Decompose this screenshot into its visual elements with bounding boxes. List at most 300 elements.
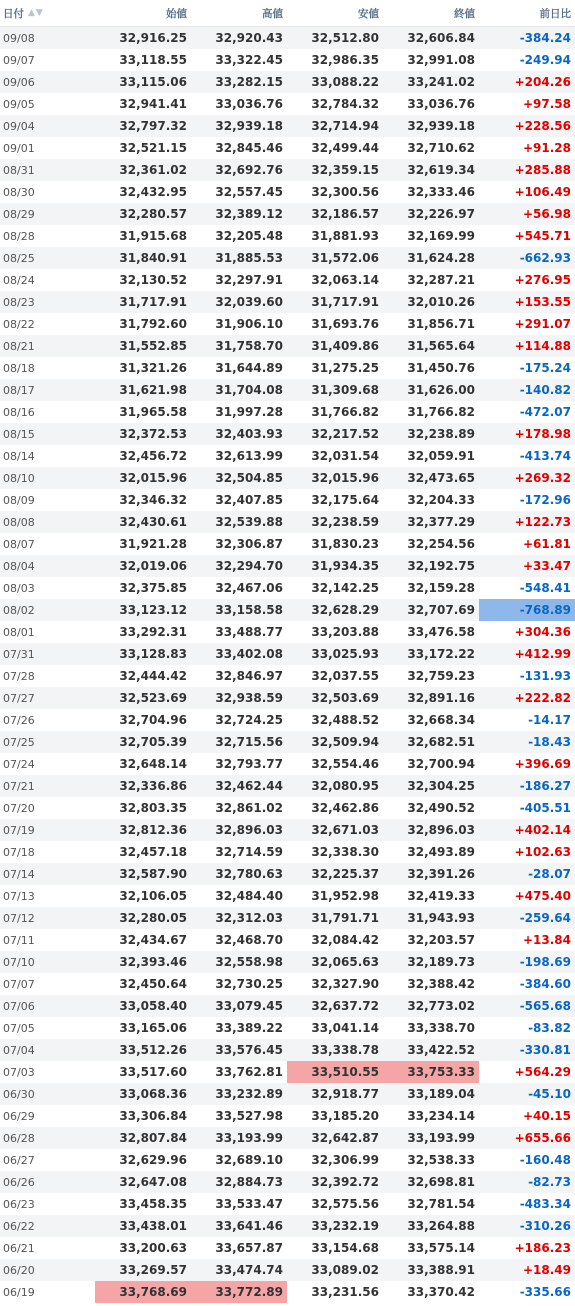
high-cell[interactable]: 32,039.60 bbox=[215, 295, 283, 309]
change-cell[interactable]: -198.69 bbox=[519, 955, 571, 969]
change-cell[interactable]: -472.07 bbox=[519, 405, 571, 419]
change-cell[interactable]: -14.17 bbox=[528, 713, 571, 727]
high-cell[interactable]: 32,557.45 bbox=[215, 185, 283, 199]
table-row[interactable] bbox=[0, 687, 575, 709]
high-cell[interactable]: 33,527.98 bbox=[215, 1109, 283, 1123]
sort-desc-icon[interactable]: ▼ bbox=[35, 8, 44, 18]
close-cell[interactable]: 32,991.08 bbox=[407, 53, 475, 67]
close-cell[interactable]: 32,419.33 bbox=[407, 889, 475, 903]
low-cell[interactable]: 33,510.55 bbox=[287, 1061, 383, 1083]
column-header-close[interactable]: 終値 bbox=[454, 7, 475, 20]
date-cell[interactable]: 07/11 bbox=[3, 933, 35, 947]
close-cell[interactable]: 32,388.42 bbox=[407, 977, 475, 991]
date-cell[interactable]: 07/06 bbox=[3, 999, 35, 1013]
table-row[interactable] bbox=[0, 643, 575, 665]
change-cell[interactable]: -768.89 bbox=[479, 599, 575, 621]
high-cell[interactable]: 33,488.77 bbox=[215, 625, 283, 639]
close-cell[interactable]: 33,753.33 bbox=[383, 1061, 479, 1083]
low-cell[interactable]: 32,784.32 bbox=[311, 97, 379, 111]
table-row[interactable] bbox=[0, 621, 575, 643]
close-cell[interactable]: 32,896.03 bbox=[407, 823, 475, 837]
table-row[interactable] bbox=[0, 137, 575, 159]
open-cell[interactable]: 32,019.06 bbox=[119, 559, 187, 573]
low-cell[interactable]: 32,918.77 bbox=[311, 1087, 379, 1101]
close-cell[interactable]: 33,422.52 bbox=[407, 1043, 475, 1057]
close-cell[interactable]: 31,766.82 bbox=[407, 405, 475, 419]
high-cell[interactable]: 33,641.46 bbox=[215, 1219, 283, 1233]
high-cell[interactable]: 32,724.25 bbox=[215, 713, 283, 727]
table-row[interactable] bbox=[0, 511, 575, 533]
change-cell[interactable]: +402.14 bbox=[514, 823, 571, 837]
date-cell[interactable]: 08/04 bbox=[3, 559, 35, 573]
table-row[interactable] bbox=[0, 335, 575, 357]
low-cell[interactable]: 32,300.56 bbox=[311, 185, 379, 199]
date-cell[interactable]: 08/29 bbox=[3, 207, 35, 221]
low-cell[interactable]: 32,512.80 bbox=[311, 31, 379, 45]
high-cell[interactable]: 32,312.03 bbox=[215, 911, 283, 925]
date-cell[interactable]: 08/15 bbox=[3, 427, 35, 441]
open-cell[interactable]: 32,375.85 bbox=[119, 581, 187, 595]
change-cell[interactable]: +122.73 bbox=[514, 515, 571, 529]
open-cell[interactable]: 32,372.53 bbox=[119, 427, 187, 441]
low-cell[interactable]: 32,503.69 bbox=[311, 691, 379, 705]
change-cell[interactable]: -45.10 bbox=[528, 1087, 571, 1101]
date-cell[interactable]: 07/03 bbox=[3, 1065, 35, 1079]
low-cell[interactable]: 32,986.35 bbox=[311, 53, 379, 67]
low-cell[interactable]: 31,275.25 bbox=[311, 361, 379, 375]
date-cell[interactable]: 06/20 bbox=[3, 1263, 35, 1277]
close-cell[interactable]: 32,333.46 bbox=[407, 185, 475, 199]
table-row[interactable] bbox=[0, 445, 575, 467]
change-cell[interactable]: +228.56 bbox=[514, 119, 571, 133]
low-cell[interactable]: 32,392.72 bbox=[311, 1175, 379, 1189]
low-cell[interactable]: 32,671.03 bbox=[311, 823, 379, 837]
open-cell[interactable]: 33,200.63 bbox=[119, 1241, 187, 1255]
change-cell[interactable]: -384.60 bbox=[519, 977, 571, 991]
close-cell[interactable]: 32,538.33 bbox=[407, 1153, 475, 1167]
date-cell[interactable]: 08/09 bbox=[3, 493, 35, 507]
open-cell[interactable]: 32,434.67 bbox=[119, 933, 187, 947]
high-cell[interactable]: 33,533.47 bbox=[215, 1197, 283, 1211]
high-cell[interactable]: 32,884.73 bbox=[215, 1175, 283, 1189]
date-cell[interactable]: 08/02 bbox=[3, 603, 35, 617]
date-cell[interactable]: 07/19 bbox=[3, 823, 35, 837]
low-cell[interactable]: 32,031.54 bbox=[311, 449, 379, 463]
open-cell[interactable]: 32,705.39 bbox=[119, 735, 187, 749]
table-row[interactable] bbox=[0, 1259, 575, 1281]
date-cell[interactable]: 07/13 bbox=[3, 889, 35, 903]
change-cell[interactable]: -330.81 bbox=[519, 1043, 571, 1057]
table-row[interactable] bbox=[0, 885, 575, 907]
table-row[interactable] bbox=[0, 555, 575, 577]
table-row[interactable] bbox=[0, 841, 575, 863]
high-cell[interactable]: 32,484.40 bbox=[215, 889, 283, 903]
close-cell[interactable]: 33,234.14 bbox=[407, 1109, 475, 1123]
high-cell[interactable]: 33,193.99 bbox=[215, 1131, 283, 1145]
table-row[interactable] bbox=[0, 951, 575, 973]
table-row[interactable] bbox=[0, 1281, 575, 1303]
low-cell[interactable]: 32,338.30 bbox=[311, 845, 379, 859]
close-cell[interactable]: 33,193.99 bbox=[407, 1131, 475, 1145]
open-cell[interactable]: 32,450.64 bbox=[119, 977, 187, 991]
table-row[interactable] bbox=[0, 973, 575, 995]
close-cell[interactable]: 32,707.69 bbox=[407, 603, 475, 617]
table-row[interactable] bbox=[0, 49, 575, 71]
table-row[interactable] bbox=[0, 1193, 575, 1215]
open-cell[interactable]: 32,812.36 bbox=[119, 823, 187, 837]
change-cell[interactable]: +153.55 bbox=[514, 295, 571, 309]
close-cell[interactable]: 32,391.26 bbox=[407, 867, 475, 881]
table-row[interactable] bbox=[0, 313, 575, 335]
low-cell[interactable]: 31,791.71 bbox=[311, 911, 379, 925]
table-row[interactable] bbox=[0, 709, 575, 731]
high-cell[interactable]: 32,407.85 bbox=[215, 493, 283, 507]
high-cell[interactable]: 33,282.15 bbox=[215, 75, 283, 89]
close-cell[interactable]: 32,891.16 bbox=[407, 691, 475, 705]
low-cell[interactable]: 32,462.86 bbox=[311, 801, 379, 815]
low-cell[interactable]: 32,359.15 bbox=[311, 163, 379, 177]
low-cell[interactable]: 32,499.44 bbox=[311, 141, 379, 155]
open-cell[interactable]: 32,280.57 bbox=[119, 207, 187, 221]
date-cell[interactable]: 06/30 bbox=[3, 1087, 35, 1101]
table-row[interactable] bbox=[0, 533, 575, 555]
table-row[interactable] bbox=[0, 1237, 575, 1259]
date-cell[interactable]: 06/19 bbox=[3, 1285, 35, 1299]
date-cell[interactable]: 09/05 bbox=[3, 97, 35, 111]
open-cell[interactable]: 32,430.61 bbox=[119, 515, 187, 529]
low-cell[interactable]: 33,041.14 bbox=[311, 1021, 379, 1035]
change-cell[interactable]: +97.58 bbox=[522, 97, 571, 111]
date-cell[interactable]: 07/25 bbox=[3, 735, 35, 749]
close-cell[interactable]: 32,759.23 bbox=[407, 669, 475, 683]
date-cell[interactable]: 07/24 bbox=[3, 757, 35, 771]
open-cell[interactable]: 32,393.46 bbox=[119, 955, 187, 969]
low-cell[interactable]: 32,637.72 bbox=[311, 999, 379, 1013]
close-cell[interactable]: 32,939.18 bbox=[407, 119, 475, 133]
low-cell[interactable]: 32,015.96 bbox=[311, 471, 379, 485]
close-cell[interactable]: 33,264.88 bbox=[407, 1219, 475, 1233]
open-cell[interactable]: 31,792.60 bbox=[119, 317, 187, 331]
open-cell[interactable]: 33,438.01 bbox=[119, 1219, 187, 1233]
change-cell[interactable]: -186.27 bbox=[519, 779, 571, 793]
high-cell[interactable]: 32,896.03 bbox=[215, 823, 283, 837]
high-cell[interactable]: 33,322.45 bbox=[215, 53, 283, 67]
column-header-high[interactable]: 高値 bbox=[262, 7, 283, 20]
date-cell[interactable]: 07/05 bbox=[3, 1021, 35, 1035]
close-cell[interactable]: 33,338.70 bbox=[407, 1021, 475, 1035]
open-cell[interactable]: 32,015.96 bbox=[119, 471, 187, 485]
date-cell[interactable]: 07/12 bbox=[3, 911, 35, 925]
date-cell[interactable]: 08/08 bbox=[3, 515, 35, 529]
table-row[interactable] bbox=[0, 775, 575, 797]
change-cell[interactable]: -160.48 bbox=[519, 1153, 571, 1167]
close-cell[interactable]: 32,287.21 bbox=[407, 273, 475, 287]
low-cell[interactable]: 33,185.20 bbox=[311, 1109, 379, 1123]
high-cell[interactable]: 32,297.91 bbox=[215, 273, 283, 287]
table-row[interactable] bbox=[0, 1149, 575, 1171]
date-cell[interactable]: 07/07 bbox=[3, 977, 35, 991]
low-cell[interactable]: 32,065.63 bbox=[311, 955, 379, 969]
open-cell[interactable]: 33,123.12 bbox=[119, 603, 187, 617]
table-row[interactable] bbox=[0, 1127, 575, 1149]
high-cell[interactable]: 32,714.59 bbox=[215, 845, 283, 859]
date-cell[interactable]: 07/31 bbox=[3, 647, 35, 661]
low-cell[interactable]: 33,154.68 bbox=[311, 1241, 379, 1255]
change-cell[interactable]: +18.49 bbox=[522, 1263, 571, 1277]
change-cell[interactable]: +412.99 bbox=[514, 647, 571, 661]
date-cell[interactable]: 09/01 bbox=[3, 141, 35, 155]
open-cell[interactable]: 31,621.98 bbox=[119, 383, 187, 397]
change-cell[interactable]: +102.63 bbox=[514, 845, 571, 859]
table-row[interactable] bbox=[0, 753, 575, 775]
date-cell[interactable]: 07/27 bbox=[3, 691, 35, 705]
table-row[interactable] bbox=[0, 379, 575, 401]
change-cell[interactable]: +91.28 bbox=[522, 141, 571, 155]
low-cell[interactable]: 32,142.25 bbox=[311, 581, 379, 595]
low-cell[interactable]: 32,080.95 bbox=[311, 779, 379, 793]
change-cell[interactable]: +33.47 bbox=[522, 559, 571, 573]
low-cell[interactable]: 32,488.52 bbox=[311, 713, 379, 727]
low-cell[interactable]: 31,881.93 bbox=[311, 229, 379, 243]
open-cell[interactable]: 31,717.91 bbox=[119, 295, 187, 309]
close-cell[interactable]: 32,773.02 bbox=[407, 999, 475, 1013]
change-cell[interactable]: +186.23 bbox=[514, 1241, 571, 1255]
open-cell[interactable]: 33,118.55 bbox=[119, 53, 187, 67]
table-row[interactable] bbox=[0, 115, 575, 137]
open-cell[interactable]: 32,444.42 bbox=[119, 669, 187, 683]
close-cell[interactable]: 32,700.94 bbox=[407, 757, 475, 771]
low-cell[interactable]: 32,714.94 bbox=[311, 119, 379, 133]
date-cell[interactable]: 06/21 bbox=[3, 1241, 35, 1255]
high-cell[interactable]: 32,845.46 bbox=[215, 141, 283, 155]
high-cell[interactable]: 33,576.45 bbox=[215, 1043, 283, 1057]
close-cell[interactable]: 32,473.65 bbox=[407, 471, 475, 485]
low-cell[interactable]: 31,309.68 bbox=[311, 383, 379, 397]
high-cell[interactable]: 32,558.98 bbox=[215, 955, 283, 969]
low-cell[interactable]: 32,238.59 bbox=[311, 515, 379, 529]
low-cell[interactable]: 32,175.64 bbox=[311, 493, 379, 507]
table-row[interactable] bbox=[0, 203, 575, 225]
close-cell[interactable]: 33,189.04 bbox=[407, 1087, 475, 1101]
date-cell[interactable]: 08/01 bbox=[3, 625, 35, 639]
high-cell[interactable]: 32,403.93 bbox=[215, 427, 283, 441]
date-cell[interactable]: 07/10 bbox=[3, 955, 35, 969]
low-cell[interactable]: 32,306.99 bbox=[311, 1153, 379, 1167]
open-cell[interactable]: 32,130.52 bbox=[119, 273, 187, 287]
change-cell[interactable]: -335.66 bbox=[519, 1285, 571, 1299]
date-cell[interactable]: 06/23 bbox=[3, 1197, 35, 1211]
change-cell[interactable]: +13.84 bbox=[522, 933, 571, 947]
date-cell[interactable]: 08/03 bbox=[3, 581, 35, 595]
low-cell[interactable]: 32,554.46 bbox=[311, 757, 379, 771]
date-cell[interactable]: 08/25 bbox=[3, 251, 35, 265]
change-cell[interactable]: -172.96 bbox=[519, 493, 571, 507]
close-cell[interactable]: 32,781.54 bbox=[407, 1197, 475, 1211]
high-cell[interactable]: 31,885.53 bbox=[215, 251, 283, 265]
close-cell[interactable]: 32,159.28 bbox=[407, 581, 475, 595]
close-cell[interactable]: 32,238.89 bbox=[407, 427, 475, 441]
high-cell[interactable]: 31,906.10 bbox=[215, 317, 283, 331]
change-cell[interactable]: +545.71 bbox=[514, 229, 571, 243]
change-cell[interactable]: +106.49 bbox=[514, 185, 571, 199]
close-cell[interactable]: 32,254.56 bbox=[407, 537, 475, 551]
table-row[interactable] bbox=[0, 489, 575, 511]
table-row[interactable] bbox=[0, 291, 575, 313]
date-cell[interactable]: 08/24 bbox=[3, 273, 35, 287]
open-cell[interactable]: 33,306.84 bbox=[119, 1109, 187, 1123]
close-cell[interactable]: 33,388.91 bbox=[407, 1263, 475, 1277]
sort-asc-icon[interactable]: ▲ bbox=[28, 8, 36, 18]
close-cell[interactable]: 32,204.33 bbox=[407, 493, 475, 507]
date-cell[interactable]: 08/18 bbox=[3, 361, 35, 375]
open-cell[interactable]: 32,647.08 bbox=[119, 1175, 187, 1189]
table-row[interactable] bbox=[0, 467, 575, 489]
low-cell[interactable]: 31,717.91 bbox=[311, 295, 379, 309]
date-cell[interactable]: 07/18 bbox=[3, 845, 35, 859]
date-cell[interactable]: 08/22 bbox=[3, 317, 35, 331]
high-cell[interactable]: 32,468.70 bbox=[215, 933, 283, 947]
table-row[interactable] bbox=[0, 423, 575, 445]
table-row[interactable] bbox=[0, 995, 575, 1017]
low-cell[interactable]: 32,217.52 bbox=[311, 427, 379, 441]
change-cell[interactable]: +285.88 bbox=[514, 163, 571, 177]
date-cell[interactable]: 08/14 bbox=[3, 449, 35, 463]
close-cell[interactable]: 32,226.97 bbox=[407, 207, 475, 221]
open-cell[interactable]: 33,128.83 bbox=[119, 647, 187, 661]
change-cell[interactable]: -249.94 bbox=[519, 53, 571, 67]
open-cell[interactable]: 33,458.35 bbox=[119, 1197, 187, 1211]
close-cell[interactable]: 32,710.62 bbox=[407, 141, 475, 155]
open-cell[interactable]: 33,115.06 bbox=[119, 75, 187, 89]
high-cell[interactable]: 33,389.22 bbox=[215, 1021, 283, 1035]
date-cell[interactable]: 08/30 bbox=[3, 185, 35, 199]
open-cell[interactable]: 32,797.32 bbox=[119, 119, 187, 133]
low-cell[interactable]: 31,572.06 bbox=[311, 251, 379, 265]
close-cell[interactable]: 32,192.75 bbox=[407, 559, 475, 573]
close-cell[interactable]: 32,493.89 bbox=[407, 845, 475, 859]
high-cell[interactable]: 32,467.06 bbox=[215, 581, 283, 595]
column-header-date[interactable] bbox=[0, 0, 95, 26]
table-row[interactable] bbox=[0, 357, 575, 379]
change-cell[interactable]: -82.73 bbox=[528, 1175, 571, 1189]
open-cell[interactable]: 32,941.41 bbox=[119, 97, 187, 111]
change-cell[interactable]: -565.68 bbox=[519, 999, 571, 1013]
date-cell[interactable]: 09/07 bbox=[3, 53, 35, 67]
table-row[interactable] bbox=[0, 907, 575, 929]
open-cell[interactable]: 32,807.84 bbox=[119, 1131, 187, 1145]
change-cell[interactable]: -384.24 bbox=[519, 31, 571, 45]
high-cell[interactable]: 32,294.70 bbox=[215, 559, 283, 573]
low-cell[interactable]: 31,934.35 bbox=[311, 559, 379, 573]
change-cell[interactable]: -310.26 bbox=[519, 1219, 571, 1233]
date-cell[interactable]: 06/28 bbox=[3, 1131, 35, 1145]
close-cell[interactable]: 32,169.99 bbox=[407, 229, 475, 243]
high-cell[interactable]: 32,692.76 bbox=[215, 163, 283, 177]
low-cell[interactable]: 33,088.22 bbox=[311, 75, 379, 89]
open-cell[interactable]: 32,648.14 bbox=[119, 757, 187, 771]
date-cell[interactable]: 07/14 bbox=[3, 867, 35, 881]
high-cell[interactable]: 32,793.77 bbox=[215, 757, 283, 771]
high-cell[interactable]: 32,306.87 bbox=[215, 537, 283, 551]
high-cell[interactable]: 33,079.45 bbox=[215, 999, 283, 1013]
high-cell[interactable]: 33,474.74 bbox=[215, 1263, 283, 1277]
change-cell[interactable]: -131.93 bbox=[519, 669, 571, 683]
low-cell[interactable]: 32,509.94 bbox=[311, 735, 379, 749]
high-cell[interactable]: 33,772.89 bbox=[191, 1281, 287, 1303]
open-cell[interactable]: 33,058.40 bbox=[119, 999, 187, 1013]
change-cell[interactable]: -548.41 bbox=[519, 581, 571, 595]
table-row[interactable] bbox=[0, 819, 575, 841]
open-cell[interactable]: 33,269.57 bbox=[119, 1263, 187, 1277]
open-cell[interactable]: 31,840.91 bbox=[119, 251, 187, 265]
table-row[interactable] bbox=[0, 159, 575, 181]
table-row[interactable] bbox=[0, 401, 575, 423]
table-row[interactable] bbox=[0, 797, 575, 819]
low-cell[interactable]: 31,693.76 bbox=[311, 317, 379, 331]
low-cell[interactable]: 33,089.02 bbox=[311, 1263, 379, 1277]
date-cell[interactable]: 09/04 bbox=[3, 119, 35, 133]
table-row[interactable] bbox=[0, 71, 575, 93]
date-cell[interactable]: 06/27 bbox=[3, 1153, 35, 1167]
column-header-change[interactable]: 前日比 bbox=[539, 7, 571, 20]
open-cell[interactable]: 32,704.96 bbox=[119, 713, 187, 727]
low-cell[interactable]: 31,952.98 bbox=[311, 889, 379, 903]
close-cell[interactable]: 33,241.02 bbox=[407, 75, 475, 89]
close-cell[interactable]: 33,476.58 bbox=[407, 625, 475, 639]
low-cell[interactable]: 32,225.37 bbox=[311, 867, 379, 881]
open-cell[interactable]: 32,803.35 bbox=[119, 801, 187, 815]
open-cell[interactable]: 32,346.32 bbox=[119, 493, 187, 507]
high-cell[interactable]: 31,997.28 bbox=[215, 405, 283, 419]
change-cell[interactable]: -405.51 bbox=[519, 801, 571, 815]
open-cell[interactable]: 33,068.36 bbox=[119, 1087, 187, 1101]
high-cell[interactable]: 32,861.02 bbox=[215, 801, 283, 815]
high-cell[interactable]: 32,689.10 bbox=[215, 1153, 283, 1167]
high-cell[interactable]: 33,158.58 bbox=[215, 603, 283, 617]
high-cell[interactable]: 32,504.85 bbox=[215, 471, 283, 485]
date-cell[interactable]: 08/07 bbox=[3, 537, 35, 551]
table-row[interactable] bbox=[0, 929, 575, 951]
high-cell[interactable]: 32,938.59 bbox=[215, 691, 283, 705]
close-cell[interactable]: 31,450.76 bbox=[407, 361, 475, 375]
table-row[interactable] bbox=[0, 665, 575, 687]
open-cell[interactable]: 32,523.69 bbox=[119, 691, 187, 705]
table-row[interactable] bbox=[0, 1017, 575, 1039]
low-cell[interactable]: 33,232.19 bbox=[311, 1219, 379, 1233]
table-row[interactable] bbox=[0, 225, 575, 247]
open-cell[interactable]: 31,921.28 bbox=[119, 537, 187, 551]
high-cell[interactable]: 32,730.25 bbox=[215, 977, 283, 991]
low-cell[interactable]: 32,037.55 bbox=[311, 669, 379, 683]
change-cell[interactable]: +222.82 bbox=[514, 691, 571, 705]
close-cell[interactable]: 32,189.73 bbox=[407, 955, 475, 969]
table-row[interactable] bbox=[0, 181, 575, 203]
open-cell[interactable]: 33,292.31 bbox=[119, 625, 187, 639]
change-cell[interactable]: -259.64 bbox=[519, 911, 571, 925]
table-row[interactable] bbox=[0, 863, 575, 885]
high-cell[interactable]: 32,205.48 bbox=[215, 229, 283, 243]
open-cell[interactable]: 31,552.85 bbox=[119, 339, 187, 353]
low-cell[interactable]: 32,575.56 bbox=[311, 1197, 379, 1211]
close-cell[interactable]: 33,575.14 bbox=[407, 1241, 475, 1255]
close-cell[interactable]: 33,370.42 bbox=[407, 1285, 475, 1299]
date-cell[interactable]: 07/28 bbox=[3, 669, 35, 683]
date-cell[interactable]: 09/06 bbox=[3, 75, 35, 89]
date-cell[interactable]: 08/21 bbox=[3, 339, 35, 353]
low-cell[interactable]: 32,628.29 bbox=[311, 603, 379, 617]
date-cell[interactable]: 08/23 bbox=[3, 295, 35, 309]
low-cell[interactable]: 32,084.42 bbox=[311, 933, 379, 947]
